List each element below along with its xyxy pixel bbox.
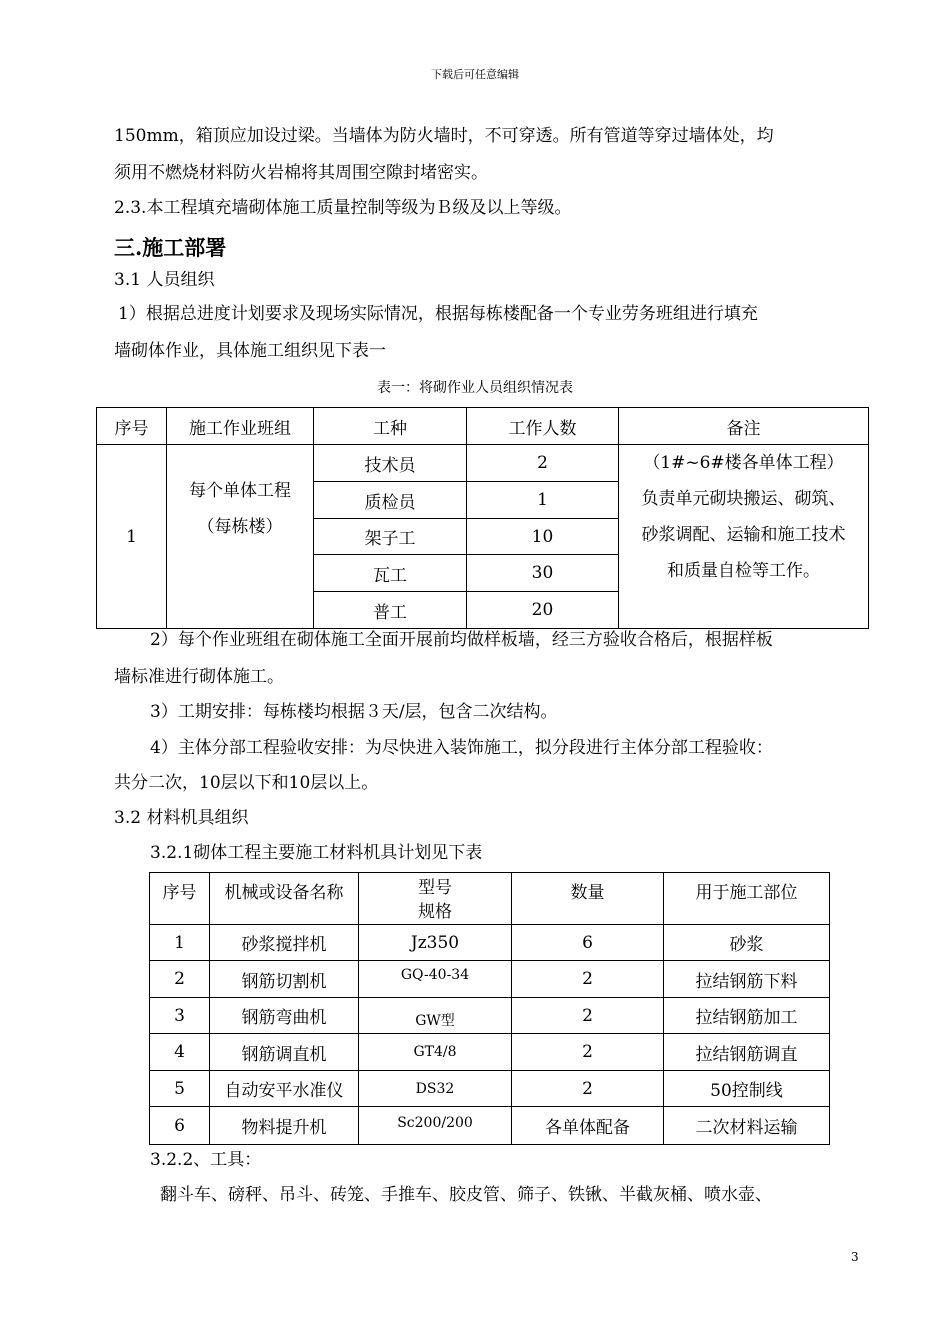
table2-seq: 2 — [150, 961, 210, 998]
table1-type: 质检员 — [314, 482, 467, 519]
table2-name: 砂浆搅拌机 — [210, 925, 359, 961]
table2-model: GW型 — [359, 998, 512, 1034]
page-number: 3 — [851, 1250, 859, 1264]
table2-model: GQ-40-34 — [359, 961, 512, 998]
table1-type: 技术员 — [314, 445, 467, 482]
table2-header-row — [150, 873, 830, 925]
s31-para1-line2: 墙砌体作业，具体施工组织见下表一 — [114, 341, 386, 361]
table1-header-team: 施工作业班组 — [167, 408, 314, 445]
section-3-2-title: 3.2 材料机具组织 — [114, 808, 249, 828]
table2-model: Jz350 — [359, 925, 512, 961]
para2-line1: 2）每个作业班组在砌体施工全面开展前均做样板墙，经三方验收合格后，根据样板 — [150, 630, 773, 650]
table1-team-cell — [167, 445, 314, 629]
table2-seq: 6 — [150, 1107, 210, 1145]
table2-model: DS32 — [359, 1071, 512, 1107]
table2-name: 钢筋切割机 — [210, 961, 359, 998]
table1-count: 10 — [467, 519, 619, 555]
table2-header-name: 机械或设备名称 — [210, 873, 359, 925]
table2-header-model-line1: 型号 — [418, 878, 452, 898]
table1-team-line1: 每个单体工程 — [189, 481, 291, 501]
table2-name: 物料提升机 — [210, 1107, 359, 1145]
table1-seq-cell: 1 — [97, 445, 167, 629]
table1-header-count: 工作人数 — [467, 408, 619, 445]
s31-para1-line1: 1）根据总进度计划要求及现场实际情况，根据每栋楼配备一个专业劳务班组进行填充 — [118, 304, 758, 324]
section-3-2-1-title: 3.2.1砌体工程主要施工材料机具计划见下表 — [150, 843, 483, 863]
table1-header-row — [97, 408, 869, 445]
table2-qty: 6 — [512, 925, 664, 961]
para2-line2: 墙标准进行砌体施工。 — [114, 667, 284, 687]
table1-count: 20 — [467, 592, 619, 629]
table1-team-line2: （每栋楼） — [197, 517, 283, 537]
intro-line-1: 150mm，箱顶应加设过梁。当墙体为防火墙时，不可穿透。所有管道等穿过墙体处，均 — [114, 126, 774, 146]
table2-name: 自动安平水准仪 — [210, 1071, 359, 1107]
table2-seq: 1 — [150, 925, 210, 961]
table-row — [150, 961, 830, 998]
table1-type: 普工 — [314, 592, 467, 629]
table1-note-line4: 和质量自检等工作。 — [667, 561, 820, 581]
table2-header-model-line2: 规格 — [418, 902, 452, 922]
para4-line1: 4）主体分部工程验收安排：为尽快进入装饰施工，拟分段进行主体分部工程验收： — [150, 738, 773, 758]
table1-header-type: 工种 — [314, 408, 467, 445]
header-note: 下载后可任意编辑 — [431, 68, 519, 81]
table1-header-note: 备注 — [619, 408, 869, 445]
table2-name: 钢筋弯曲机 — [210, 998, 359, 1034]
table2-qty: 各单体配备 — [512, 1107, 664, 1145]
table2-use: 拉结钢筋下料 — [664, 961, 830, 998]
equipment-table — [149, 872, 830, 1145]
table2-use: 二次材料运输 — [664, 1107, 830, 1145]
table1-note-cell — [619, 445, 869, 629]
table2-use: 拉结钢筋调直 — [664, 1034, 830, 1071]
table1-note-line3: 砂浆调配、运输和施工技术 — [641, 525, 846, 545]
para3: 3）工期安排：每栋楼均根据３天/层，包含二次结构。 — [150, 702, 558, 722]
table2-model: GT4/8 — [359, 1034, 512, 1071]
table2-use: 50控制线 — [664, 1071, 830, 1107]
tools-title: 3.2.2、工具： — [150, 1150, 262, 1170]
table1-type: 架子工 — [314, 519, 467, 555]
intro-line-2: 须用不燃烧材料防火岩棉将其周围空隙封堵密实。 — [114, 163, 488, 183]
table1-caption: 表一：将砌作业人员组织情况表 — [377, 380, 573, 396]
section-3-1-title: 3.1 人员组织 — [114, 270, 215, 290]
intro-line-3: 2.3.本工程填充墙砌体施工质量控制等级为Ｂ级及以上等级。 — [114, 198, 572, 218]
table-row — [150, 1034, 830, 1071]
table2-qty: 2 — [512, 998, 664, 1034]
tools-list: 翻斗车、磅秤、吊斗、砖笼、手推车、胶皮管、筛子、铁锹、半截灰桶、喷水壶、 — [160, 1185, 772, 1205]
para4-line2: 共分二次，10层以下和10层以上。 — [114, 773, 379, 793]
table-row — [150, 998, 830, 1034]
table2-seq: 3 — [150, 998, 210, 1034]
table1-note-line2: 负责单元砌块搬运、砌筑、 — [641, 489, 846, 509]
table-row — [97, 445, 869, 482]
table2-header-qty: 数量 — [512, 873, 664, 925]
table-row — [150, 925, 830, 961]
table2-model: Sc200/200 — [359, 1107, 512, 1145]
table2-header-use: 用于施工部位 — [664, 873, 830, 925]
table2-qty: 2 — [512, 961, 664, 998]
table1-header-seq: 序号 — [97, 408, 167, 445]
table2-name: 钢筋调直机 — [210, 1034, 359, 1071]
table2-seq: 4 — [150, 1034, 210, 1071]
table2-seq: 5 — [150, 1071, 210, 1107]
section-3-title: 三.施工部署 — [114, 235, 227, 260]
table1-note-line1: （1#~6#楼各单体工程） — [643, 453, 844, 473]
table2-use: 拉结钢筋加工 — [664, 998, 830, 1034]
table1-count: 1 — [467, 482, 619, 519]
table-row — [150, 1071, 830, 1107]
table1-count: 2 — [467, 445, 619, 482]
table2-header-model — [359, 873, 512, 925]
table2-header-seq: 序号 — [150, 873, 210, 925]
table2-qty: 2 — [512, 1034, 664, 1071]
table-row — [150, 1107, 830, 1145]
table2-use: 砂浆 — [664, 925, 830, 961]
personnel-table — [96, 407, 869, 629]
table1-count: 30 — [467, 555, 619, 592]
table1-type: 瓦工 — [314, 555, 467, 592]
table2-qty: 2 — [512, 1071, 664, 1107]
